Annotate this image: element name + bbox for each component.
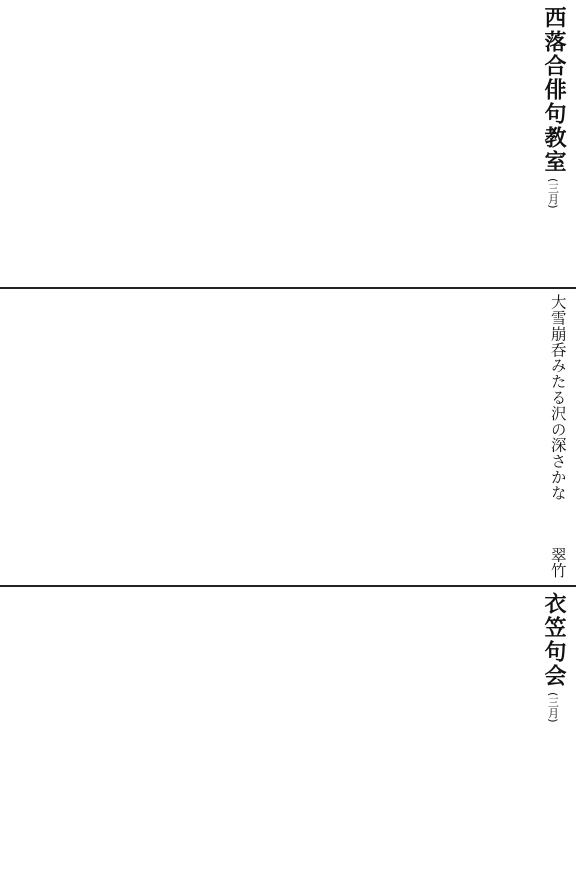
middle-block	[8, 294, 568, 578]
haiku-row	[546, 294, 568, 578]
section-title: 衣笠句会	[541, 592, 566, 688]
haiku-poet: 翠竹	[548, 547, 567, 578]
section-month: (三月)	[546, 692, 560, 723]
section-title: 西落合俳句教室	[541, 6, 566, 174]
haiku-text: 大雪崩呑みたる沢の深さかな	[548, 294, 567, 501]
divider-top	[0, 287, 576, 289]
bottom-block	[8, 592, 568, 884]
top-block	[8, 6, 568, 278]
divider-bottom	[0, 585, 576, 587]
section-month: (三月)	[546, 178, 560, 209]
section-title-kinugasa	[538, 592, 568, 884]
section-title-nishiochiai	[538, 6, 568, 278]
